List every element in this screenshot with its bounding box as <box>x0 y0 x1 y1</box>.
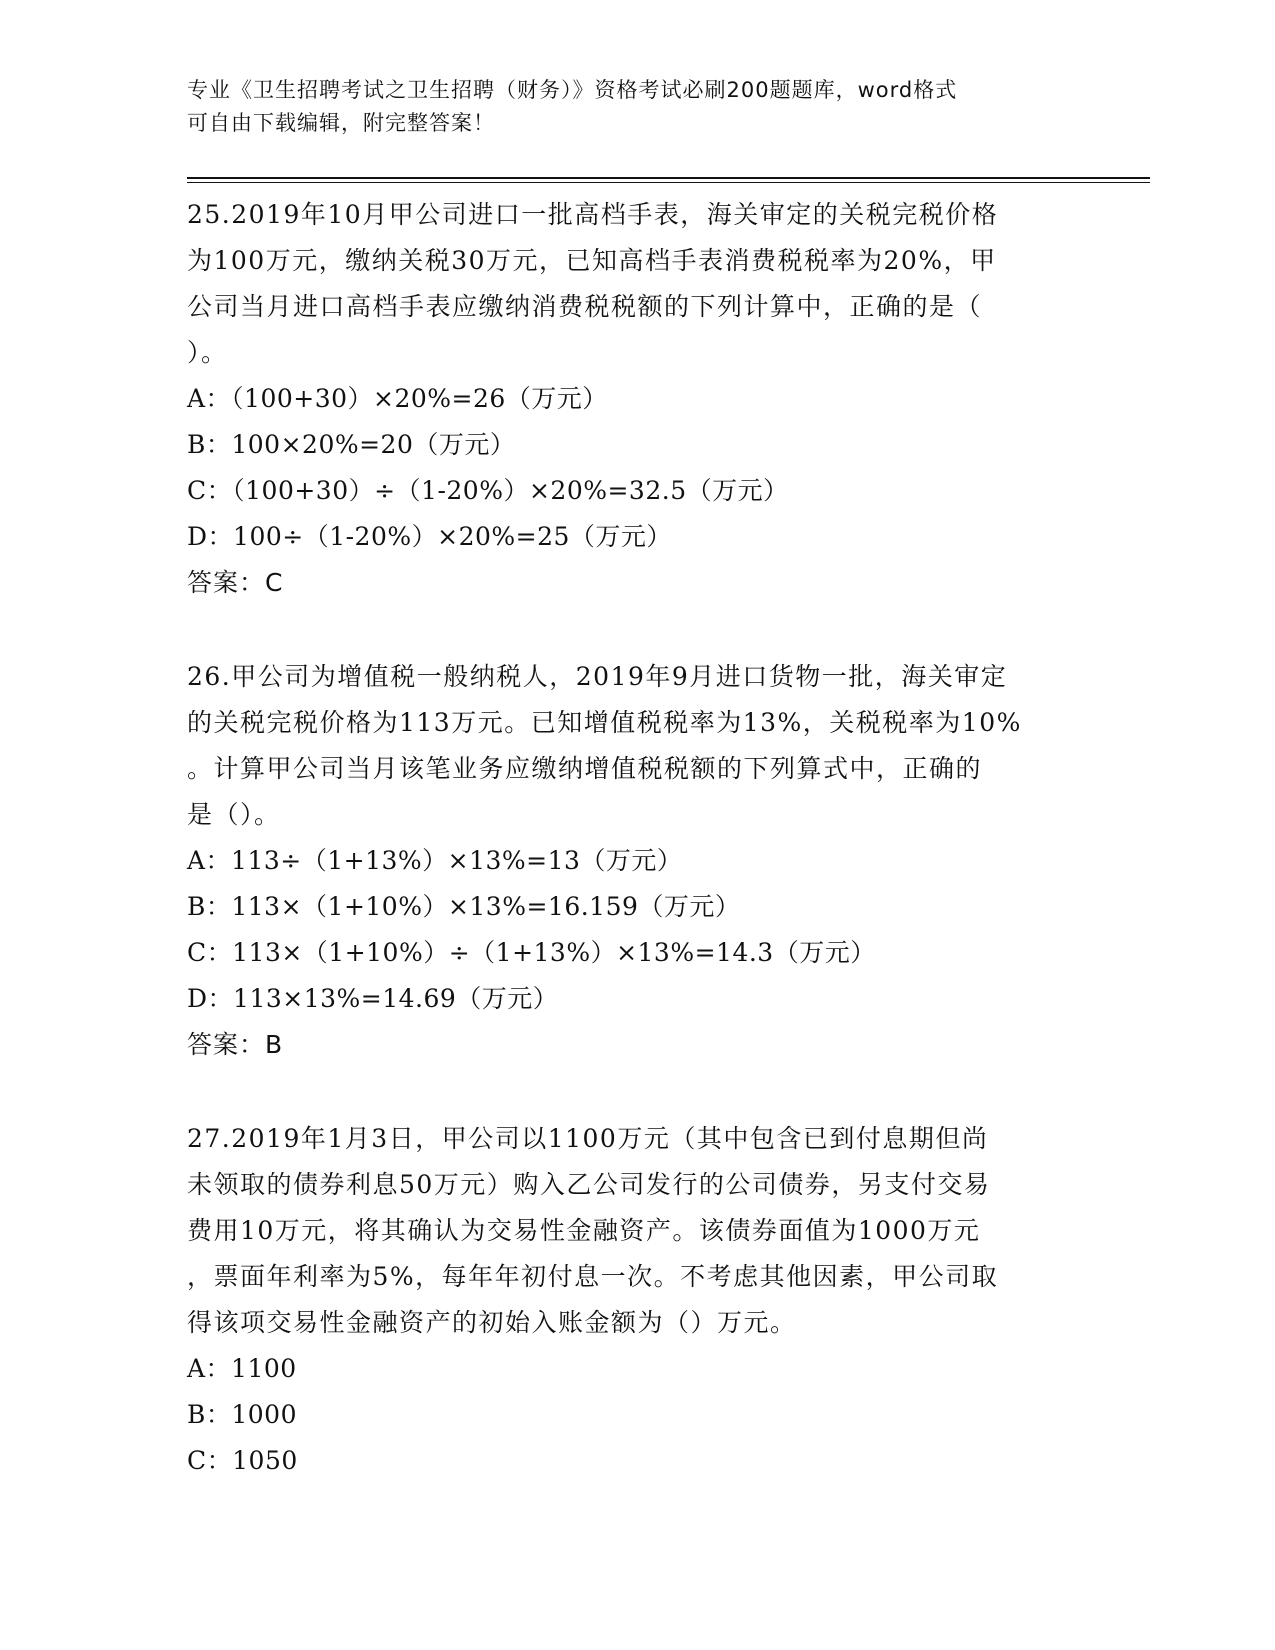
header-line-2: 可自由下载编辑，附完整答案！ <box>187 111 495 135</box>
document-header <box>187 74 1067 140</box>
stem-line: 费用10万元，将其确认为交易性金融资产。该债券面值为1000万元 <box>187 1216 981 1245</box>
question-list <box>187 192 1077 1532</box>
stem-line: 25.2019年10月甲公司进口一批高档手表，海关审定的关税完税价格 <box>187 200 999 229</box>
stem-line: 27.2019年1月3日，甲公司以1100万元（其中包含已到付息期但尚 <box>187 1124 989 1153</box>
stem-line: 得该项交易性金融资产的初始入账金额为（）万元。 <box>187 1308 797 1337</box>
question-stem <box>187 192 1077 376</box>
header-divider-thin <box>187 182 1150 183</box>
question-27 <box>187 1116 1077 1484</box>
answer-line: 答案：C <box>187 568 284 597</box>
option-b: B：100×20%=20（万元） <box>187 430 516 459</box>
question-stem <box>187 654 1077 838</box>
question-25 <box>187 192 1077 606</box>
header-divider-thick <box>187 177 1150 179</box>
stem-line: 是（）。 <box>187 800 281 829</box>
option-a: A：（100+30）×20%=26（万元） <box>187 384 608 413</box>
answer-line: 答案：B <box>187 1030 284 1059</box>
option-a: A：113÷（1+13%）×13%=13（万元） <box>187 846 683 875</box>
option-d: D：100÷（1-20%）×20%=25（万元） <box>187 522 672 551</box>
stem-line: 为100万元，缴纳关税30万元，已知高档手表消费税税率为20%，甲 <box>187 246 997 275</box>
header-line-1: 专业《卫生招聘考试之卫生招聘（财务）》资格考试必刷200题题库，word格式 <box>187 78 958 102</box>
stem-line: ，票面年利率为5%，每年年初付息一次。不考虑其他因素，甲公司取 <box>187 1262 999 1291</box>
option-c: C：1050 <box>187 1446 298 1475</box>
stem-line: ）。 <box>187 338 228 367</box>
question-stem <box>187 1116 1077 1346</box>
option-a: A：1100 <box>187 1354 297 1383</box>
option-d: D：113×13%=14.69（万元） <box>187 984 559 1013</box>
stem-line: 未领取的债券利息50万元）购入乙公司发行的公司债券，另支付交易 <box>187 1170 991 1199</box>
option-c: C：（100+30）÷（1-20%）×20%=32.5（万元） <box>187 476 789 505</box>
option-b: B：1000 <box>187 1400 297 1429</box>
stem-line: 。计算甲公司当月该笔业务应缴纳增值税税额的下列算式中，正确的 <box>187 754 983 783</box>
stem-line: 公司当月进口高档手表应缴纳消费税税额的下列计算中，正确的是（ <box>187 292 983 321</box>
stem-line: 的关税完税价格为113万元。已知增值税税率为13%，关税税率为10% <box>187 708 1022 737</box>
stem-line: 26.甲公司为增值税一般纳税人，2019年9月进口货物一批，海关审定 <box>187 662 1008 691</box>
option-b: B：113×（1+10%）×13%=16.159（万元） <box>187 892 741 921</box>
option-c: C：113×（1+10%）÷（1+13%）×13%=14.3（万元） <box>187 938 876 967</box>
question-26 <box>187 654 1077 1068</box>
